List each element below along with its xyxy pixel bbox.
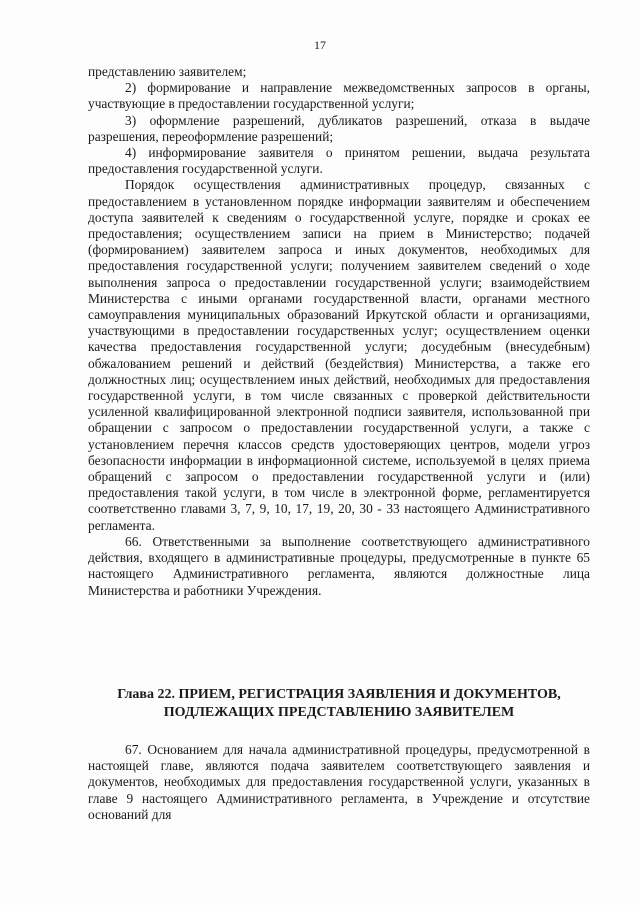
page-number: 17 [314,38,326,52]
paragraph-procedure-order: Порядок осуществления административных процедур, связанных с предоставлением в установленном порядке информации заявителям и обеспечением доступа заявителей к сведениям о государственной услуге, порядке и сроках ее предоставления; осуществлением записи на прием в Министерство; подачей (формированием) заявителем запроса и иных документов, необходимых для предоставления государственной услуги; получением заявителем сведений о ходе выполнения запроса о предоставлении государственной услуги; взаимодействием Министерства с иными органами государственной власти, органами местного самоуправления муниципальных образований Иркутской области и организациями, участвующими в предоставлении государственных услуг; осуществлением оценки качества предоставления государственной услуги; досудебным (внесудебным) обжалованием решений и действий (бездействия) Министерства, а также его должностных лиц; осуществлением иных действий, необходимых для предоставления государственной услуги, в том числе связанных с проверкой действительности усиленной квалифицированной электронной подписи заявителя, использованной при обращении с запросом о предоставлении государственной услуги, а также с установлением перечня классов средств удостоверяющих центров, модели угроз безопасности информации в информационной системе, используемой в целях приема обращений с запросом о предоставлении государственной услуги и (или) предоставления такой услуги, в том числе в электронной форме, регламентируется соответственно главами 3, 7, 9, 10, 17, 19, 20, 30 - 33 настоящего Административного регламента. [88,177,590,533]
chapter-heading [88,686,590,722]
chapter-heading-line-2: ПОДЛЕЖАЩИХ ПРЕДСТАВЛЕНИЮ ЗАЯВИТЕЛЕМ [163,705,515,720]
paragraph-66: 66. Ответственными за выполнение соответствующего административного действия, входящего в административные процедуры, предусмотренные в пункте 65 настоящего Административного регламента, являются должностные лица Министерства и работники Учреждения. [88,533,590,598]
paragraph-item-4: 4) информирование заявителя о принятом решении, выдача результата предоставления государственной услуги. [88,145,590,177]
paragraph-item-3: 3) оформление разрешений, дубликатов разрешений, отказа в выдаче разрешения, переоформление разрешений; [88,112,590,144]
paragraph-continuation: представлению заявителем; [88,64,247,79]
body-text-top [88,64,590,599]
paragraph-67: 67. Основанием для начала административной процедуры, предусмотренной в настоящей главе, являются подача заявителем соответствующего заявления и документов, необходимых для предоставления государственной услуги, указанных в главе 9 настоящего Административного регламента, в Учреждение и отсутствие оснований для [88,742,590,822]
body-text-bottom [88,742,590,823]
chapter-heading-line-1: Глава 22. ПРИЕМ, РЕГИСТРАЦИЯ ЗАЯВЛЕНИЯ И ДОКУМЕНТОВ, [117,687,561,702]
paragraph-item-2: 2) формирование и направление межведомственных запросов в органы, участвующие в предоставлении государственной услуги; [88,80,590,112]
